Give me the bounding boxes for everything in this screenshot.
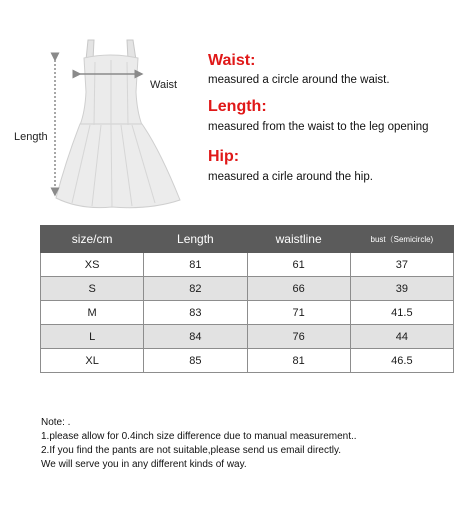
table-row (41, 349, 454, 373)
cell-waistline: 71 (247, 301, 350, 325)
note-line: 1.please allow for 0.4inch size difference due to manual measurement.. (41, 431, 357, 442)
cell-length: 84 (144, 325, 247, 349)
length-definition: measured from the waist to the leg opening (208, 121, 429, 133)
cell-bust: 41.5 (350, 301, 453, 325)
length-label: Length (14, 131, 48, 143)
cell-waistline: 81 (247, 349, 350, 373)
cell-bust: 44 (350, 325, 453, 349)
cell-length: 83 (144, 301, 247, 325)
cell-bust: 39 (350, 277, 453, 301)
table-row (41, 253, 454, 277)
cell-length: 82 (144, 277, 247, 301)
header-waistline: waistline (247, 226, 350, 253)
cell-size: S (41, 277, 144, 301)
cell-size: M (41, 301, 144, 325)
header-length: Length (144, 226, 247, 253)
waist-heading: Waist: (208, 52, 256, 69)
table-header-row (41, 226, 454, 253)
header-size: size/cm (41, 226, 144, 253)
cell-length: 85 (144, 349, 247, 373)
header-bust: bust（Semicircle) (350, 226, 453, 253)
hip-definition: measured a cirle around the hip. (208, 171, 373, 183)
cell-waistline: 76 (247, 325, 350, 349)
dress-diagram (0, 0, 200, 215)
length-heading: Length: (208, 98, 267, 115)
cell-size: XL (41, 349, 144, 373)
table-row (41, 301, 454, 325)
dress-illustration (0, 0, 200, 215)
cell-bust: 46.5 (350, 349, 453, 373)
dress-skirt (56, 124, 180, 208)
hip-heading: Hip: (208, 148, 240, 165)
notes-section (41, 416, 357, 472)
note-title: Note: . (41, 417, 71, 428)
size-chart-table (40, 225, 454, 373)
cell-waistline: 66 (247, 277, 350, 301)
cell-size: L (41, 325, 144, 349)
cell-bust: 37 (350, 253, 453, 277)
cell-waistline: 61 (247, 253, 350, 277)
cell-length: 81 (144, 253, 247, 277)
waist-label: Waist (150, 79, 178, 91)
table-row (41, 325, 454, 349)
waist-definition: measured a circle around the waist. (208, 74, 390, 86)
note-line: 2.If you find the pants are not suitable,please send us email directly. (41, 445, 341, 456)
note-line: We will serve you in any different kinds of way. (41, 459, 247, 470)
table-row (41, 277, 454, 301)
cell-size: XS (41, 253, 144, 277)
